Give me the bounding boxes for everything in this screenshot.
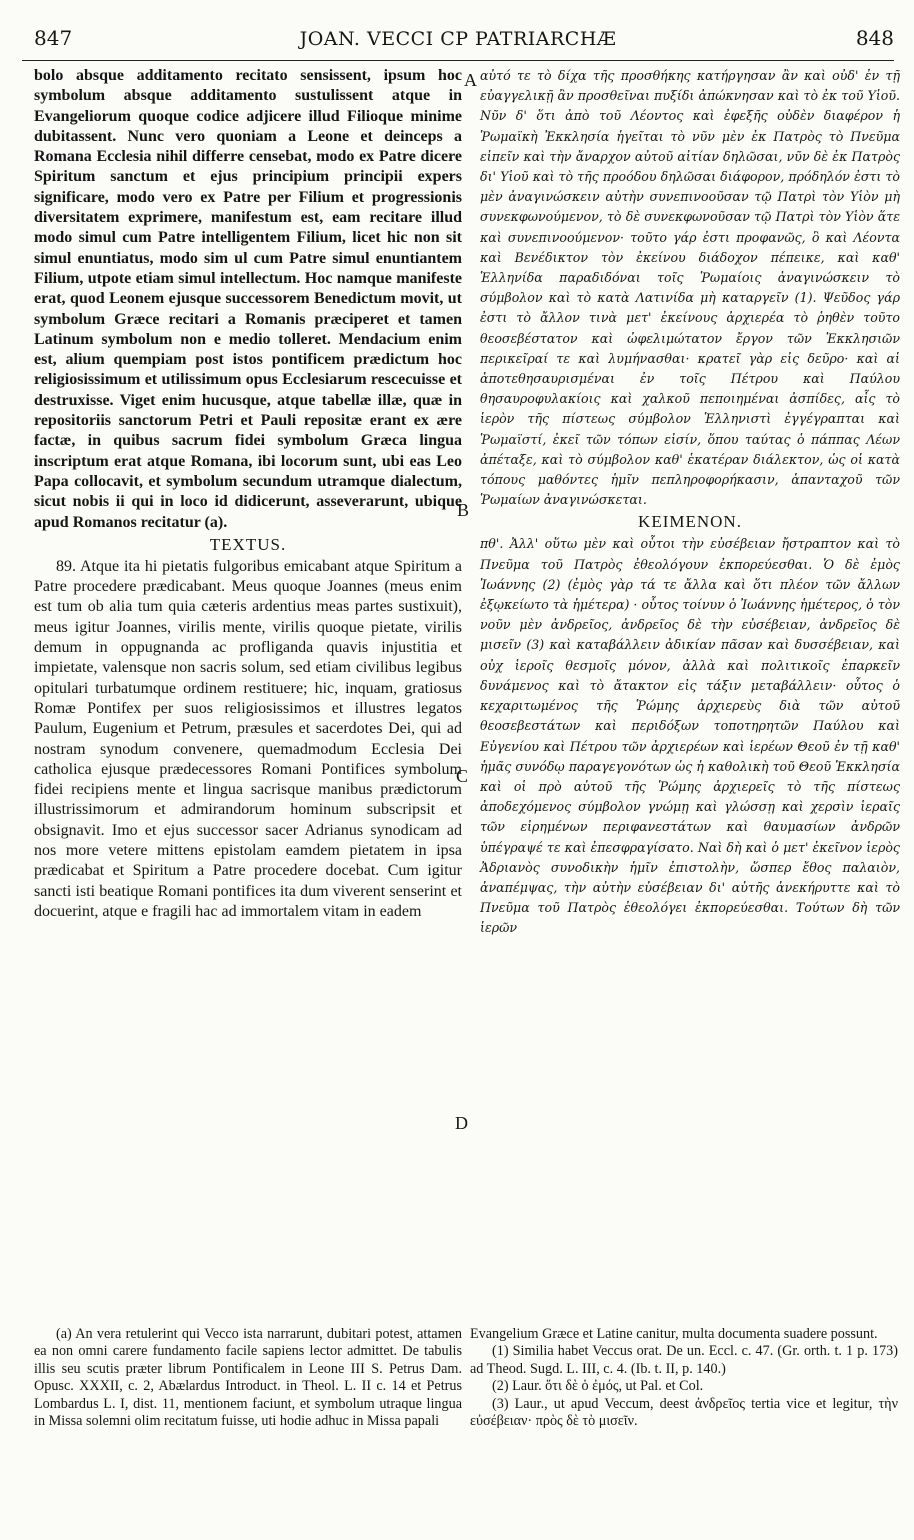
latin-section-paragraph: 89. Atque ita hi pietatis fulgoribus emicabant atque Spiritum a Patre procedere prædicabant. Meus quoque Joannes (meus enim est tum ob alia tum quia cæteris ardentius meas partes sustixuit), meus igitur Joannes, virilis mente, virilis quoque pietate, virilis demum in oppugnanda ac profliganda quavis injustitia et impietate, valensque non sacris solum, sed etiam civilibus legibus opitulari turbatumque ordinem restituere; hic, inquam, gratiosus Romæ Pontifex per suos religiosissimos et illustres legatos Paulum, Eugenium et Petrum, præsules et sacerdotes Dei, qui ad nostram synodum convenere, quemadmodum Ecclesia Dei catholica ejusque prædecessores Romani Pontifices symbolum fidei recipiens mente et lingua sacrisque manibus prædictorum illustrissimorum et admirandorum hominum subscripsit et obsignavit. Imo et ejus successor sacer Adrianus synodicam ad nos more vetere mittens epistolam eamdem pietatem in ipsa prædicabat et Spiritum a Patre procedere docebat. Cum igitur sancti isti beatique Romani pontifices ita dum viverent senserint et docuerint, atque e fragili hac ad immortalem vitam in eadem	[34, 557, 462, 920]
margin-letter-c: C	[456, 766, 469, 786]
header-rule	[22, 60, 894, 61]
running-header	[22, 26, 894, 60]
margin-letter-d: D	[455, 1113, 468, 1133]
page-number-right: 848	[855, 26, 894, 50]
latin-column	[34, 66, 462, 922]
greek-column	[480, 66, 900, 939]
footnote-a: (a) An vera retulerint qui Vecco ista narrarunt, dubitari potest, attamen ea non omni carere fundamento facile sapiens lector admittet. De tabulis illis seu scutis præter librum Pontificalem in Leone III S. Petrus Dam. Opusc. XXXII, c. 2, Abælardus Introduct. in Theol. L. II c. 14 et Petrus Lombardus L. I, dist. 11, mentionem faciunt, et symbolum utraque lingua in Missa solemni olim recitatum fuisse, uti hodie adhuc in Missa papali	[34, 1326, 462, 1430]
footnotes-left	[34, 1326, 462, 1430]
latin-section-title: TEXTUS.	[209, 534, 287, 554]
footnote-2: (2) Laur. ὅτι δὲ ὁ ἐμός, ut Pal. et Col.	[492, 1378, 704, 1395]
greek-section-title: ΚΕΙΜΕΝΟΝ.	[638, 512, 742, 532]
margin-letter-b: B	[457, 500, 470, 520]
footnote-continuation: Evangelium Græce et Latine canitur, multa documenta suadere possunt.	[470, 1326, 878, 1342]
greek-section-paragraph: πθ'. Ἀλλ' οὕτω μὲν καὶ οὗτοι τὴν εὐσέβειαν ἤστραπτον καὶ τὸ Πνεῦμα τοῦ Πατρὸς ἐθεολόγουν ἐκπορεύεσθαι. Ὁ δὲ ἐμὸς Ἰωάννης (2) (ἐμὸς γὰρ τά τε ἄλλα καὶ ὅτι πλέον τῶν ἄλλων ἐξῳκείωτο τὰ ἡμέτερα) · οὗτος τοίνυν ὁ Ἰωάννης ἡμέτερος, ὁ τὸν νοῦν μὲν ἀνδρεῖος, ἀνδρεῖος δὲ τὴν εὐσέβειαν, ἀνδρεῖος δὲ μισεῖν (3) καὶ καταβάλλειν ἀδικίαν πᾶσαν καὶ δυσσέβειαν, καὶ οὐχ ἱεροῖς θεσμοῖς μόνον, ἀλλὰ καὶ πολιτικοῖς ἐπαρκεῖν δυνάμενος καὶ τὸ ἄτακτον εἰς τάξιν μεταβάλλειν· οὗτος ὁ κεχαριτωμένος τῆς Ῥώμης ἀρχιερεὺς διὰ τῶν αὐτοῦ θεοσεβεστάτων καὶ περιδόξων τοποτηρητῶν Παύλου καὶ Εὐγενίου καὶ Πέτρου τῶν ἀρχιερέων καὶ ἱερέων Θεοῦ ἐν τῇ καθ' ἡμᾶς συνόδῳ παραγεγονότων ὡς ἡ καθολικὴ τοῦ Θεοῦ Ἐκκλησία καὶ οἱ πρὸ αὐτοῦ τῆς Ῥώμης ἀρχιερεῖς τὸ τῆς πίστεως ἀποδεχόμενος σύμβολον γνώμῃ καὶ γλώσσῃ καὶ χερσὶν ἱεραῖς τῶν εἰρημένων περιφανεστάτων καὶ θαυμασίων ἀνδρῶν ὑπέγραψέ τε καὶ ἐπεσφραγίσατο. Ναὶ δὴ καὶ ὁ μετ' ἐκεῖνον ἱερὸς Ἀδριανὸς συνοδικὴν ἡμῖν ἐπιστολὴν, ὥσπερ ἔθος παλαιὸν, ἀναπέμψας, τὴν αὐτὴν εὐσέβειαν δι' αὐτῆς ἀνεκήρυττε καὶ τὸ Πνεῦμα τοῦ Πατρὸς ἐθεολόγει ἐκπορεύεσθαι. Τούτων δὴ τῶν ἱερῶν	[480, 536, 900, 936]
margin-letter-a: A	[464, 70, 477, 90]
latin-top-paragraph: bolo absque additamento recitato sensissent, ipsum hoc symbolum absque additamento sustulissent atque in Evangeliorum quoque codice adjicere illud Filioque minime dubitassent. Nunc vero quoniam a Leone et deinceps a Romana Ecclesia nihil differre censebat, modo ex Patre dicere Spiritum sanctum et ejus principium principii expers significare, modo vero ex Patre per Filium et progressionis diversitatem exprimere, manifestum est, eam recitare illud modo simul cum Patre intelligentem Filium, licet hic non sit simul enuntiatus, modo sim ul cum Patre simul enuntiantem Filium, utpote etiam simul intellectum. Hoc namque manifeste erat, quod Leonem ejusque successorem Benedictum movit, ut symbolum Græce recitari a Romanis præciperet et tamen Latinum symbolum non e medio tolleret. Mendacium enim est, alium quempiam post istos pontificem prædictum hoc religiosissimum et utilissimum opus Ecclesiarum rescecuisse et destruxisse. Viget enim hucusque, atque tabellæ illæ, quæ in repositoriis sanctorum Petri et Pauli repositæ erant ex ære factæ, in quibus sacrum fidei symbolum Græca lingua inscriptum erat atque Romana, ibi locorum sunt, ubi eas Leo Papa collocavit, et symbolum secundum utramque dialectum, sicut nobis ii qui in loco id didicerunt, asseverarunt, ubique apud Romanos recitatur (a).	[34, 67, 462, 531]
running-title: JOAN. VECCI CP PATRIARCHÆ	[299, 28, 617, 50]
footnote-3: (3) Laur., ut apud Veccum, deest ἀνδρεῖος tertia vice et legitur, τὴν εὐσέβειαν· πρὸς δὲ τὸ μισεῖν.	[470, 1395, 898, 1430]
page-number-left: 847	[34, 26, 73, 50]
footnotes-right	[470, 1326, 898, 1430]
footnote-1: (1) Similia habet Veccus orat. De un. Eccl. c. 47. (Gr. orth. t. 1 p. 173) ad Theod. Sugd. L. III, c. 4. (Ib. t. II, p. 140.)	[470, 1343, 898, 1377]
greek-top-paragraph: αὐτό τε τὸ δίχα τῆς προσθήκης κατήργησαν ἂν καὶ οὐδ' ἐν τῇ εὐαγγελικῇ ἂν προσθεῖναι πυξίδι ἀπώκνησαν καὶ τὸ ἐκ τοῦ Υἱοῦ. Νῦν δ' ὅτι ἀπὸ τοῦ Λέοντος καὶ ἐφεξῆς οὐδὲν διαφέρον ἡ Ῥωμαϊκὴ Ἐκκλησία ἡγεῖται τὸ νῦν μὲν ἐκ Πατρὸς τὸ Πνεῦμα εἰπεῖν καὶ τὴν ἄναρχον αὐτοῦ αἰτίαν δηλῶσαι, νῦν δὲ ἐκ Πατρὸς δι' Υἱοῦ καὶ τὸ τῆς προόδου δηλῶσαι διάφορον, πρόδηλόν ἐστι τὸ μὲν ἀναγινώσκειν αὐτὴν συνεπινοοῦσαν τῷ Πατρὶ τὸν Υἱὸν μὴ συνεκφωνούμενον, τὸ δὲ συνεκφωνοῦσαν τῷ Πατρὶ τὸν Υἱὸν ἅτε καὶ συνεπινοούμενον· τοῦτο γάρ ἐστι προφανῶς, ὃ καὶ Λέοντα καὶ Βενέδικτον τὸν ἐκείνου διάδοχον πέπεικε, καὶ καθ' Ἑλληνίδα παραδιδόναι τοῖς Ῥωμαίοις ἀναγινώσκειν τὸ σύμβολον καὶ τὸ κατὰ Λατινίδα μὴ καταργεῖν (1). Ψεῦδος γάρ ἐστι τὸ ἄλλον τινὰ μετ' ἐκείνους ἀρχιερέα τὸ ῥηθὲν τοῦτο θεοσεβέστατον καὶ ὠφελιμώτατον ἔργον τῶν Ἐκκλησιῶν περικεῖραί τε καὶ λυμήνασθαι· κρατεῖ γὰρ εἰς δεῦρο· καὶ αἱ ἀποτεθησαυρισμέναι ἐν τοῖς Πέτρου καὶ Παύλου θησαυροφυλακίοις καὶ χαλκοῦ πεποιημέναι ἀσπίδες, αἷς τὸ ἱερὸν τῆς πίστεως σύμβολον Ἑλληνιστὶ ἐγγέγραπται καὶ Ῥωμαϊστί, ἐκεῖ τῶν τόπων εἰσίν, ὅπου ταύτας ὁ πάππας Λέων ἀπέταξε, καὶ τὸ σύμβολον καθ' ἑκατέραν διάλεκτον, ὡς οἱ κατὰ τόπους μαθόντες ἡμῖν πεπληροφορήκασιν, ἁπανταχοῦ τῶν Ῥωμαίων ἀναγινώσκεται.	[480, 68, 900, 508]
